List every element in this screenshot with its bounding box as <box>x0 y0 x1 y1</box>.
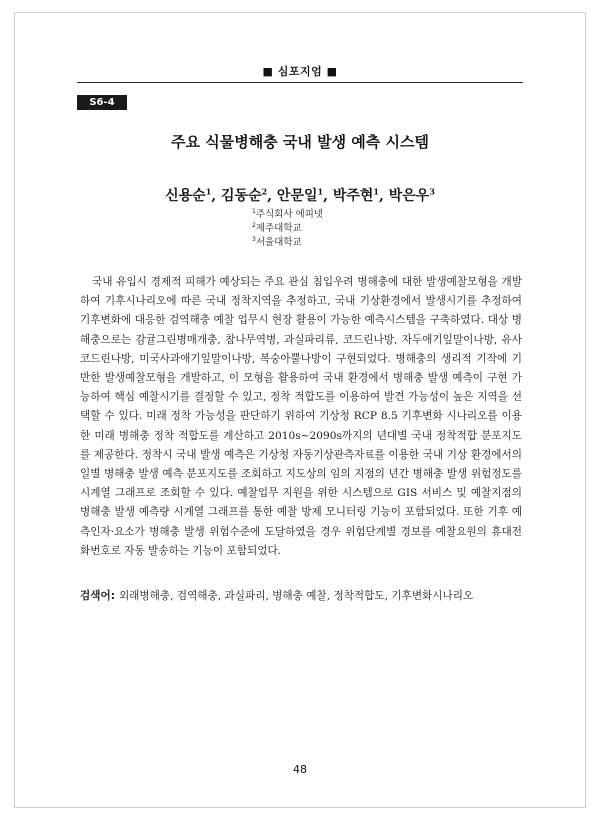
author-list <box>0 185 600 205</box>
header-rule <box>77 82 523 83</box>
keywords-text: 외래병해충, 검역해충, 과실파리, 병해충 예찰, 정착적합도, 기후변화시나리오 <box>118 590 474 602</box>
paper-title: 주요 식물병해충 국내 발생 예측 시스템 <box>171 133 429 151</box>
affiliation-list <box>252 208 323 250</box>
session-tag: S6-4 <box>77 95 127 110</box>
author: 박주현$^1$, <box>332 186 389 204</box>
author: 박은우$^3$ <box>388 186 435 204</box>
author: 안문일$^1$, <box>276 186 333 204</box>
section-header: ■ 심포지엄 ■ <box>262 65 338 78</box>
keywords <box>80 587 522 606</box>
affiliation: $^2$제주대학교 <box>252 221 302 234</box>
author: 김동순$^2$, <box>221 186 277 204</box>
abstract-text: 국내 유입시 경제적 피해가 예상되는 주요 관심 침입우려 병해충에 대한 발생예찰모형을 개발하여 기후시나리오에 따른 국내 정착지역을 추정하고, 국내 기상환경에서 발생시기를 추정하여 기후변화에 대응한 검역해충 예찰 업무시 현장 활용이 가능한 예측시스템을 구축하였다. 대상 병해충으로는 감귤그린병매개충, 참나무역병, 과실파리류, 코드린나방, 자두애기잎말이나방, 유사코드린나방, 미국사과애기잎말이나방, 복숭아뿔나방이 구현되었다. 병해충의 생리적 기작에 기반한 발생예찰모형을 개발하고, 이 모형을 활용하여 국내 환경에서 병해충 발생 예측이 구현 가능하여 핵심 예찰시기를 결정할 수 있고, 정착 적합도를 이용하여 발견 가능성이 높은 지역을 선택할 수 있다. 미래 정착 가능성을 판단하기 위하여 기상청 RCP 8.5 기후변화 시나리오를 이용한 미래 병해충 정착 적합도를 계산하고 2010s~2090s까지의 년대별 국내 정착적합 분포지도를 제공한다. 정착시 국내 발생 예측은 기상청 자동기상관측자료를 이용한 국내 기상 환경에서의 일별 병해충 발생 예측 분포지도를 조회하고 지도상의 임의 지점의 년간 병해충 발생 위험정도를 시계열 그래프로 조회할 수 있다. 예찰업무 지원을 위한 시스템으로 GIS 서비스 및 예찰지점의 병해충 발생 예측량 시계열 그래프를 통한 예찰 방제 모니터링 기능이 포함되었다. 또한 기후 예측인자·요소가 병해충 발생 위험수준에 도달하였을 경우 위험단계별 경보를 예찰요원의 휴대전화번호로 자동 발송하는 기능이 포함되었다. <box>80 276 522 557</box>
affiliation: $^3$서울대학교 <box>252 235 302 248</box>
affiliation: $^1$주식회사 에피넷 <box>252 207 324 220</box>
keywords-label: 검색어: <box>80 590 115 602</box>
page-number: 48 <box>293 763 307 776</box>
author: 신용순$^1$, <box>165 186 222 204</box>
